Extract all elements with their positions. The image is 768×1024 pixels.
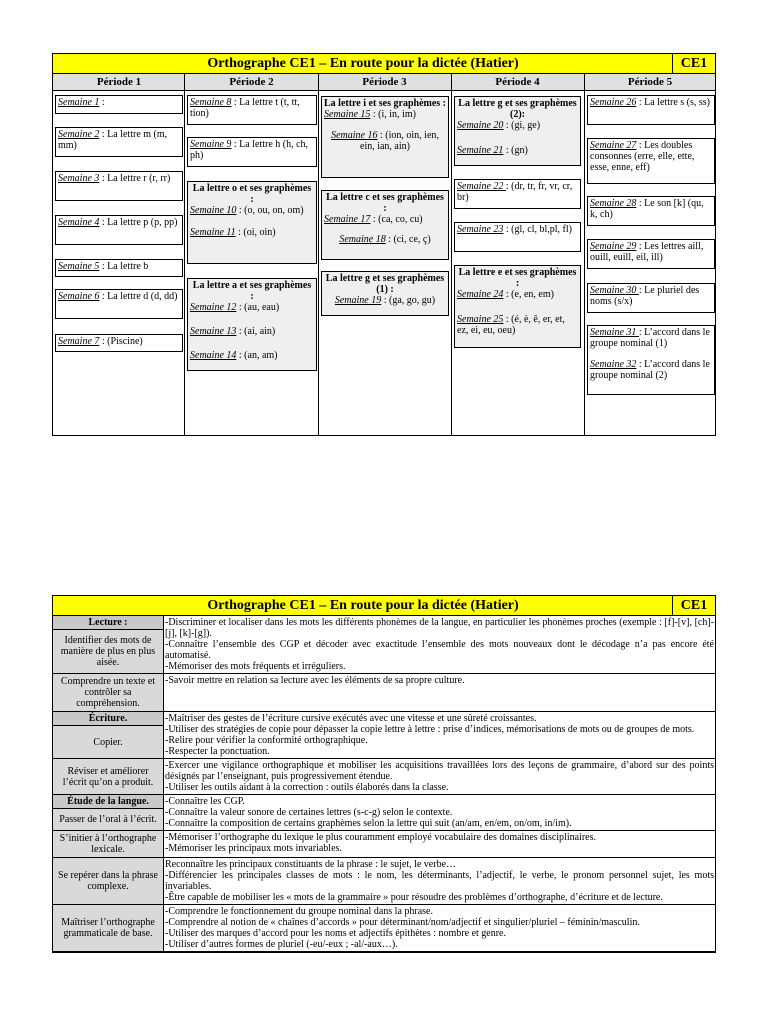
week-box: Semaine 4 : La lettre p (p, pp) [55,215,183,245]
section-label: Lecture : [53,616,163,630]
period-header-row [53,74,715,91]
grapheme-group: La lettre g et ses graphèmes (1) : Semaine 19 : (ga, go, gu) [321,271,449,316]
table-row [53,712,715,759]
objective-item: -Comprendre al notion de « chaînes d’accords » pour déterminant/nom/adjectif et singulier/pluriel – féminin/masculin. [165,917,640,928]
objective-item: -Discriminer et localiser dans les mots les différents phonèmes de la langue, en particulier les phonèmes proches (exemple : [f]-[v], [ch]-[j], [k]-[g]). [165,617,714,639]
week-box: Semaine 9 : La lettre h (h, ch, ph) [187,137,317,167]
program-table [52,53,716,436]
table-row [53,616,715,674]
skill-label: Passer de l’oral à l’écrit. [59,814,157,825]
period-2-column [185,91,318,435]
objective-item: -Être capable de mobiliser les « mots de la grammaire » pour résoudre des problèmes d’orthographe, d’écriture et de lecture. [165,892,663,903]
table-title-bar [53,596,715,616]
objective-item: -Relire pour vérifier la conformité orthographique. [165,735,368,746]
period-3-column [319,91,451,435]
week-box: Semaine 3 : La lettre r (r, rr) [55,171,183,201]
table-title: Orthographe CE1 – En route pour la dictée (Hatier) [207,56,519,71]
objectives-cell [164,674,715,711]
objective-item: -Utiliser des marques d’accord pour les noms et adjectifs épithètes : nombre et genre. [165,928,506,939]
competences-rows [53,616,715,952]
objective-item: -Connaître la composition de certains graphèmes selon la lettre qui suit (an/am, en/em, on/om, in/im). [165,818,572,829]
skill-cell [53,858,164,904]
skill-cell [53,905,164,951]
table-title-bar [53,54,715,74]
skill-label: Copier. [93,736,123,748]
objective-item: -Savoir mettre en relation sa lecture avec les éléments de sa propre culture. [165,675,465,686]
week-box: Semaine 28 : Le son [k] (qu, k, ch) [587,196,715,226]
table-row [53,831,715,858]
period-2-header: Période 2 [229,76,274,88]
skill-cell [53,831,164,857]
week-box: Semaine 26 : La lettre s (s, ss) [587,95,715,125]
skill-label: Maîtriser l’orthographe grammaticale de base. [61,917,155,939]
skill-label: Identifier des mots de manière de plus en plus aisée. [60,635,156,668]
objectives-cell [164,712,715,758]
period-4-header: Période 4 [495,76,540,88]
objective-item: -Différencier les principales classes de mots : le nom, les déterminants, l’adjectif, le verbe, le pronom personnel sujet, les mots invariables. [165,870,714,892]
week-box: Semaine 7 : (Piscine) [55,334,183,352]
objectives-cell [164,795,715,830]
section-label: Écriture. [53,712,163,726]
objective-item: -Maîtriser des gestes de l’écriture cursive exécutés avec une vitesse et une sûreté croissantes. [165,713,537,724]
objectives-cell [164,905,715,951]
period-1-header: Période 1 [96,76,142,88]
skill-cell [53,795,164,830]
week-box: Semaine 6 : La lettre d (d, dd) [55,289,183,319]
week-box: Semaine 30 : Le pluriel des noms (s/x) [587,283,715,313]
table-title: Orthographe CE1 – En route pour la dictée (Hatier) [207,598,519,613]
week-box: Semaine 5 : La lettre b [55,259,183,277]
period-5-column [585,91,716,435]
skill-label: Réviser et améliorer l’écrit qu’on a produit. [62,765,154,788]
week-box: Semaine 2 : La lettre m (m, mm) [55,127,183,157]
level-tag: CE1 [672,54,715,73]
objective-item: -Utiliser des stratégies de copie pour dépasser la copie lettre à lettre : prise d’indices, mémorisations de mots ou de groupes de mots. [165,724,695,735]
table-row [53,795,715,831]
week-box: Semaine 27 : Les doubles consonnes (erre, elle, ette, esse, enne, eff) [587,138,715,184]
period-1-column [53,91,184,435]
skill-cell [53,712,164,758]
grapheme-group: La lettre c et ses graphèmes : Semaine 17 : (ca, co, cu) Semaine 18 : (ci, ce, ç) [321,190,449,260]
period-3-header: Période 3 [362,76,407,88]
objective-item: -Comprendre le fonctionnement du groupe nominal dans la phrase. [165,906,433,917]
objective-item: -Mémoriser les principaux mots invariables. [165,843,342,854]
objectives-cell [164,759,715,794]
objective-item: -Mémoriser l’orthographe du lexique le plus couramment employé vocabulaire des domaines disciplinaires. [165,832,596,843]
week-box: Semaine 23 : (gl, cl, bl,pl, fl) [454,222,581,252]
skill-cell [53,616,164,673]
skill-cell [53,674,164,711]
objectives-cell [164,616,715,673]
objective-item: -Exercer une vigilance orthographique et mobiliser les acquisitions travaillées lors des leçons de grammaire, d’abord sur des points désignés par l’enseignant, puis progressivement étendue. [165,760,714,782]
table-row [53,759,715,795]
week-box: Semaine 29 : Les lettres aill, ouill, euill, eil, ill) [587,239,715,269]
section-label: Étude de la langue. [53,795,163,809]
week-box: Semaine 1 : [55,95,183,114]
objective-item: Reconnaître les principaux constituants de la phrase : le sujet, le verbe… [165,859,457,870]
skill-cell [53,759,164,794]
skill-label: S’initier à l’orthographe lexicale. [59,833,157,855]
week-box: Semaine 22 : (dr, tr, fr, vr, cr, br) [454,179,581,209]
objective-item: -Utiliser les outils aidant à la correction : outils élaborés dans la classe. [165,782,449,793]
objective-item: -Mémoriser des mots fréquents et irréguliers. [165,661,346,672]
skill-label: Comprendre un texte et contrôler sa compréhension. [60,676,156,709]
table-row [53,905,715,952]
level-tag: CE1 [672,596,715,615]
grapheme-group: La lettre g et ses graphèmes (2): Semaine 20 : (gi, ge) Semaine 21 : (gn) [454,96,581,166]
objectives-cell [164,858,715,904]
objective-item: -Connaître l’ensemble des CGP et décoder avec exactitude l’ensemble des mots nouveaux dont le décodage n’a pas encore été automatisé. [165,639,714,661]
objective-item: -Respecter la ponctuation. [165,746,270,757]
grapheme-group: La lettre e et ses graphèmes : Semaine 24 : (e, en, em) Semaine 25 : (é, è, ê, er, et, ez, ei, eu, oeu) [454,265,581,348]
grapheme-group: La lettre o et ses graphèmes : Semaine 10 : (o, ou, on, om) Semaine 11 : (oi, oin) [187,181,317,264]
table-row [53,858,715,905]
skill-label: Se repérer dans la phrase complexe. [58,870,158,892]
objective-item: -Utiliser d’autres formes de pluriel (-eu/-eux ; -al/-aux…). [165,939,398,950]
grapheme-group: La lettre a et ses graphèmes : Semaine 12 : (au, eau) Semaine 13 : (ai, ain) Semaine 14 : (an, am) [187,278,317,371]
week-box: Semaine 31 : L’accord dans le groupe nominal (1) Semaine 32 : L’accord dans le groupe nominal (2) [587,325,715,395]
week-box: Semaine 8 : La lettre t (t, tt, tion) [187,95,317,125]
objectives-cell [164,831,715,857]
period-4-column [452,91,584,435]
objective-item: -Connaître les CGP. [165,796,245,807]
objective-item: -Connaître la valeur sonore de certaines lettres (s-c-g) selon le contexte. [165,807,453,818]
table-row [53,674,715,712]
competences-table [52,595,716,953]
period-5-header: Période 5 [627,76,673,88]
grapheme-group: La lettre i et ses graphèmes : Semaine 15 : (i, in, im) Semaine 16 : (ion, oin, ien, ein, ian, ain) [321,96,449,178]
